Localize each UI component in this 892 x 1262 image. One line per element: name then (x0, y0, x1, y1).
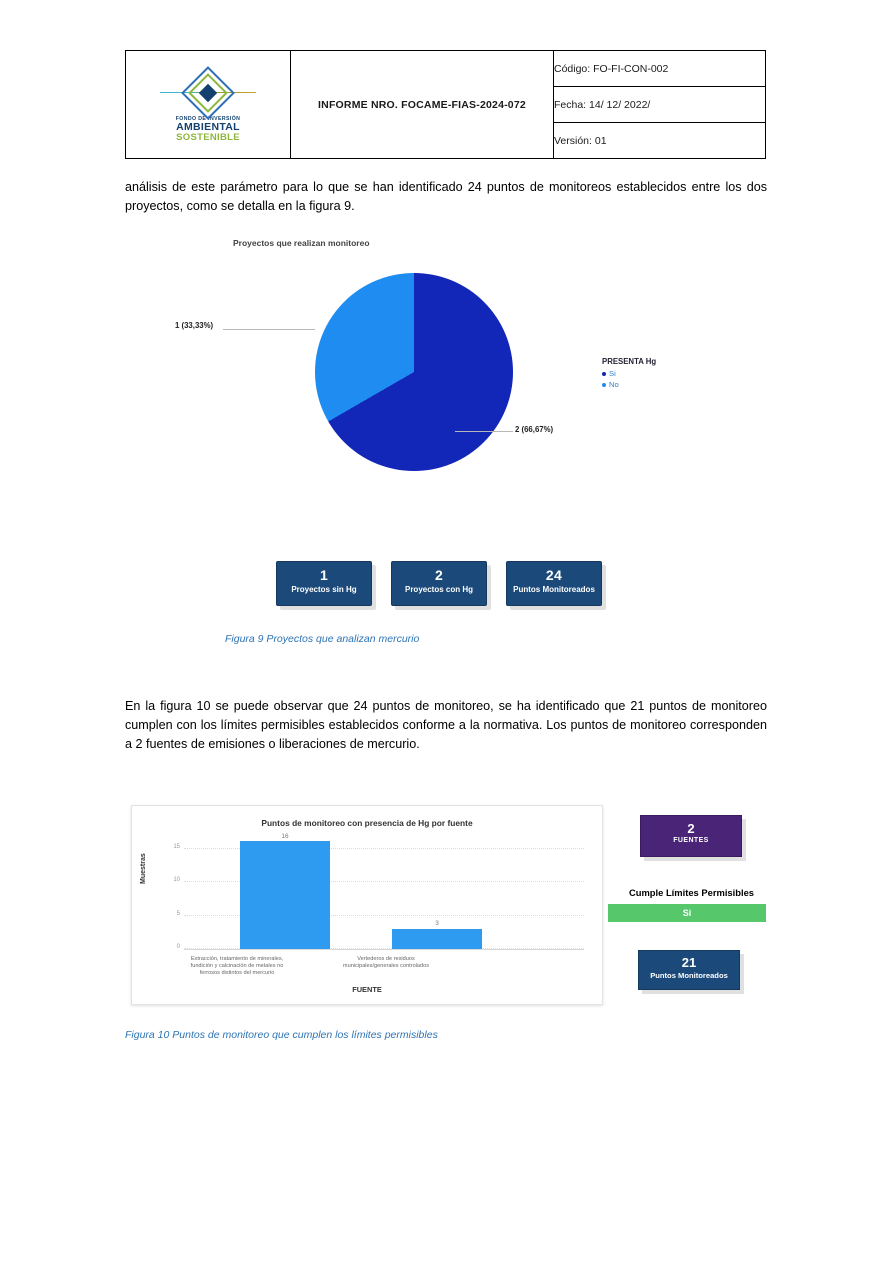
pie-leader-line-right (455, 431, 513, 432)
bar-chart-y-axis-title: Muestras (140, 853, 147, 884)
pie-legend-title: PRESENTA Hg (602, 357, 657, 366)
kpi-label: FUENTES (673, 837, 709, 844)
document-header-table (125, 50, 766, 159)
pie-legend-item-si (602, 369, 656, 378)
logo-line2: AMBIENTAL (176, 120, 240, 133)
x-tick-label-2: Vertederos de residuos municipales/generales controlados (342, 956, 430, 969)
bar-chart-title: Puntos de monitoreo con presencia de Hg por fuente (261, 818, 473, 828)
kpi-value: 21 (681, 955, 697, 970)
bar-value-label-2: 3 (435, 920, 439, 927)
kpi-label: Puntos Monitoreados (513, 585, 595, 594)
paragraph-intro: análisis de este parámetro para lo que se han identificado 24 puntos de monitoreos establecidos entre los dos proyectos, como se detalla en la figura 9. (125, 180, 767, 213)
kpi-label: Proyectos sin Hg (291, 585, 357, 594)
bar-extraccion-minerales (240, 841, 330, 949)
pie-slices (315, 273, 513, 471)
bar-chart-x-axis-title: FUENTE (352, 985, 382, 994)
bar-value-label-1: 16 (281, 833, 289, 840)
kpi-value: 2 (687, 821, 695, 836)
cumple-limites-value-badge: Si (608, 904, 766, 922)
bar-vertederos-residuos (392, 929, 482, 949)
header-version: Versión: 01 (554, 123, 766, 159)
pie-label-no: 1 (33,33%) (175, 321, 214, 330)
y-tick-label-0: 0 (176, 944, 180, 950)
y-tick-label-10: 10 (173, 877, 180, 883)
kpi-value: 2 (434, 567, 444, 583)
logo-cell (126, 51, 291, 159)
bar-chart-plot-area (173, 833, 584, 950)
report-title: INFORME NRO. FOCAME-FIAS-2024-072 (291, 51, 554, 159)
figure-9 (125, 228, 767, 645)
fias-logo (126, 49, 290, 160)
kpi-value: 24 (545, 567, 563, 583)
cumple-limites-label: Cumple Límites Permisibles (628, 887, 755, 898)
kpi-value: 1 (319, 567, 329, 583)
legend-dot-si-icon (602, 372, 606, 376)
kpi-card-puntos-monitoreados (506, 561, 602, 606)
header-fecha: Fecha: 14/ 12/ 2022/ (554, 87, 766, 123)
legend-dot-no-icon (602, 383, 606, 387)
figure-10 (125, 800, 767, 1015)
figure-10-caption: Figura 10 Puntos de monitoreo que cumplen los límites permisibles (125, 1029, 438, 1041)
pie-chart (315, 273, 513, 471)
pie-legend-label-si: Si (609, 369, 616, 378)
kpi-label: Puntos Monitoreados (650, 971, 728, 980)
y-tick-label-15: 15 (173, 844, 180, 850)
y-tick-label-5: 5 (176, 911, 180, 917)
kpi-label: Proyectos con Hg (404, 585, 473, 594)
pie-chart-title: Proyectos que realizan monitoreo (233, 238, 370, 248)
bar-chart-card (131, 805, 603, 1005)
pie-leader-line-left (223, 329, 315, 330)
pie-label-si: 2 (66,67%) (515, 425, 554, 434)
pie-legend-item-no (602, 380, 656, 389)
paragraph-figure10-intro: En la figura 10 se puede observar que 24 puntos de monitoreo, se ha identificado que 21 puntos de monitoreo cumplen con los límites permisibles establecidos conforme a la normativa. Los puntos de monitoreo corresponden a 2 fuentes de emisiones o liberaciones de mercurio. (125, 699, 767, 751)
kpi-card-proyectos-con-hg (391, 561, 487, 606)
logo-line3: SOSTENIBLE (176, 131, 240, 143)
pie-legend-label-no: No (609, 380, 619, 389)
logo-line1: FONDO DE INVERSIÓN (175, 115, 241, 122)
kpi-card-proyectos-sin-hg (276, 561, 372, 606)
figure-9-caption: Figura 9 Proyectos que analizan mercurio (225, 633, 420, 645)
header-codigo: Código: FO-FI-CON-002 (554, 51, 766, 87)
kpi-card-puntos-monitoreados-21 (638, 950, 740, 990)
kpi-card-fuentes (640, 815, 742, 857)
x-tick-label-1: Extracción, tratamiento de minerales, fundición y calcinación de metales no ferrosos distintos del mercurio (190, 956, 284, 976)
pie-legend (602, 357, 656, 389)
logo-diamond-icon (160, 71, 256, 115)
